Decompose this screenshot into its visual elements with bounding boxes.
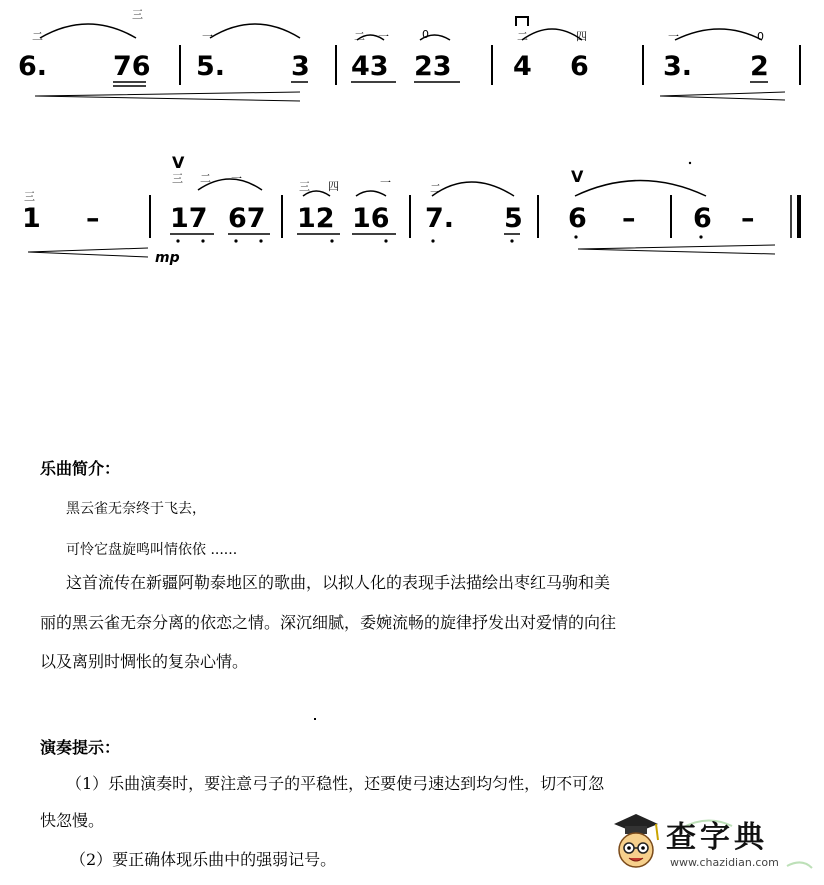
fingering: 0	[757, 30, 764, 43]
note: 6	[568, 203, 587, 234]
jianpu-score	[0, 0, 824, 280]
slur	[522, 29, 582, 40]
decrescendo-hairpin	[35, 92, 300, 101]
down-bow-icon	[516, 17, 528, 26]
fingering: 一	[202, 30, 213, 43]
watermark-logo	[612, 808, 817, 880]
poem-line: 可怜它盘旋鸣叫情依依 ......	[66, 542, 238, 558]
fingering: 三	[24, 190, 35, 203]
paragraph-line: 丽的黑云雀无奈分离的依恋之情。深沉细腻，委婉流畅的旋律抒发出对爱情的向往	[40, 613, 617, 632]
fingering: 二	[430, 182, 441, 195]
fingering: 0	[422, 28, 429, 41]
note: 3	[291, 51, 310, 82]
note: 17	[170, 203, 208, 234]
score-row-2	[22, 153, 799, 266]
paragraph-line: 以及离别时惆怅的复杂心情。	[40, 652, 249, 671]
note: 6.	[18, 51, 48, 82]
note: 67	[228, 203, 266, 234]
note: 76	[113, 51, 151, 82]
fingering: 一	[380, 176, 391, 189]
fingering: 一	[668, 30, 679, 43]
note: 43	[351, 51, 389, 82]
slur	[675, 29, 762, 40]
fingering: 三	[132, 8, 143, 21]
note: 12	[297, 203, 335, 234]
lower-octave-dots	[176, 235, 702, 242]
fingering: 四	[328, 180, 339, 193]
note: 3.	[663, 51, 693, 82]
fingering: 四	[576, 30, 587, 43]
intro-heading: 乐曲简介：	[40, 459, 121, 478]
tips-line: 快忽慢。	[40, 811, 105, 830]
crescendo-hairpin	[578, 245, 775, 254]
note: 1	[22, 203, 41, 234]
note: –	[86, 203, 100, 234]
slur	[575, 181, 706, 197]
paragraph-line: 这首流传在新疆阿勒泰地区的歌曲，以拟人化的表现手法描绘出枣红马驹和美	[66, 573, 611, 592]
crescendo-hairpin	[660, 92, 785, 100]
note: 23	[414, 51, 452, 82]
up-bow-icon: V	[571, 167, 584, 186]
fingering: 三	[299, 180, 310, 193]
note: 7.	[425, 203, 455, 234]
note: 5.	[196, 51, 226, 82]
note: –	[622, 203, 636, 234]
note: 6	[570, 51, 589, 82]
slur	[210, 24, 300, 38]
watermark-brand: 查字典	[666, 820, 768, 855]
note: 16	[352, 203, 390, 234]
score-row-1	[18, 8, 800, 101]
slur	[40, 24, 136, 38]
note: 4	[513, 51, 532, 82]
slur	[356, 191, 386, 196]
watermark-url: www.chazidian.com	[670, 856, 779, 869]
poem-line: 黑云雀无奈终于飞去，	[66, 501, 206, 517]
tips-line: （2）要正确体现乐曲中的强弱记号。	[70, 850, 337, 869]
note: –	[741, 203, 755, 234]
note: 2	[750, 51, 769, 82]
fingering: 一	[231, 172, 242, 185]
speck	[314, 718, 316, 720]
fingering: 一	[378, 30, 389, 43]
fingering: 三	[172, 172, 183, 185]
note: 6	[693, 203, 712, 234]
up-bow-icon: V	[172, 153, 185, 172]
fingering: 二	[200, 172, 211, 185]
decrescendo-hairpin	[28, 248, 148, 257]
fingering: 二	[32, 30, 43, 43]
slur	[432, 182, 514, 196]
note: 5	[504, 203, 523, 234]
tips-line: （1）乐曲演奏时，要注意弓子的平稳性，还要使弓速达到均匀性，切不可忽	[66, 774, 605, 793]
fingering: 二	[354, 30, 365, 43]
tips-heading: 演奏提示：	[40, 738, 121, 757]
fingering: 二	[517, 30, 528, 43]
dynamic-marking: mp	[155, 250, 180, 266]
